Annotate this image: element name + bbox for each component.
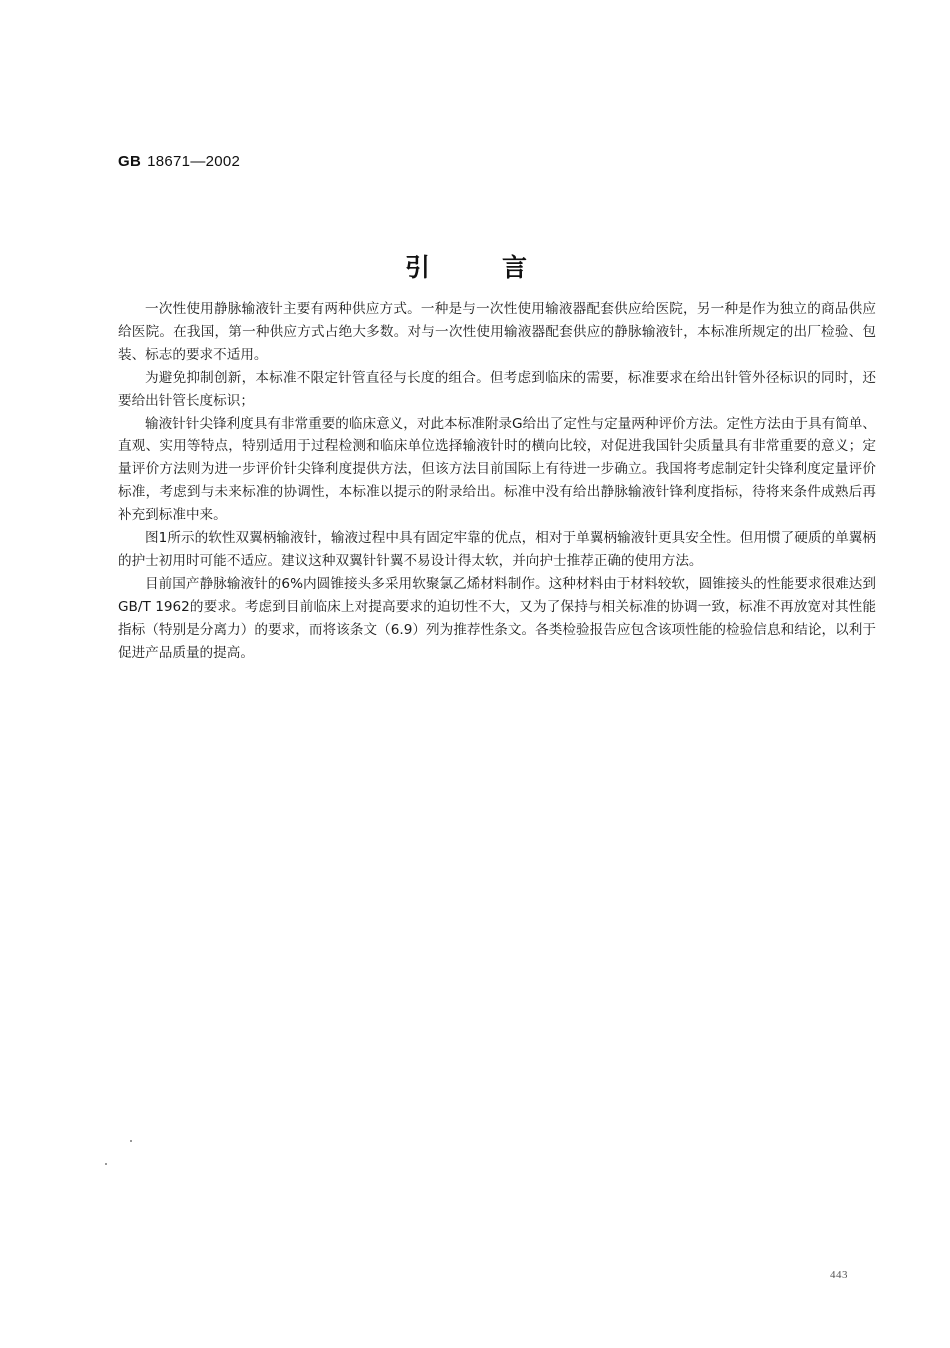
- paragraph-1: 一次性使用静脉输液针主要有两种供应方式。一种是与一次性使用输液器配套供应给医院，另一种是作为独立的商品供应给医院。在我国，第一种供应方式占绝大多数。对与一次性使用输液器配套供应的静脉输液针，本标准所规定的出厂检验、包装、标志的要求不适用。: [118, 301, 876, 363]
- page-number: 443: [830, 1269, 848, 1281]
- page-title: 引言: [404, 253, 599, 282]
- body-text: [118, 298, 876, 665]
- scan-speck: [130, 1140, 132, 1142]
- paragraph-4: 图1所示的软性双翼柄输液针，输液过程中具有固定牢靠的优点，相对于单翼柄输液针更具安全性。但用惯了硬质的单翼柄的护士初用时可能不适应。建议这种双翼针针翼不易设计得太软，并向护士推荐正确的使用方法。: [118, 530, 876, 569]
- standard-prefix: GB: [118, 153, 142, 170]
- standard-code: [118, 153, 240, 170]
- paragraph-5: 目前国产静脉输液针的6%内圆锥接头多采用软聚氯乙烯材料制作。这种材料由于材料较软，圆锥接头的性能要求很难达到GB/T 1962的要求。考虑到目前临床上对提高要求的迫切性不大，又为了保持与相关标准的协调一致，标准不再放宽对其性能指标（特别是分离力）的要求，而将该条文（6.9）列为推荐性条文。各类检验报告应包含该项性能的检验信息和结论，以利于促进产品质量的提高。: [118, 575, 876, 661]
- paragraph-2: 为避免抑制创新，本标准不限定针管直径与长度的组合。但考虑到临床的需要，标准要求在给出针管外径标识的同时，还要给出针管长度标识；: [118, 369, 876, 409]
- standard-number: 18671—2002: [147, 153, 241, 170]
- scan-speck: [105, 1163, 107, 1165]
- paragraph-3: 输液针针尖锋利度具有非常重要的临床意义，对此本标准附录G给出了定性与定量两种评价方法。定性方法由于具有简单、直观、实用等特点，特别适用于过程检测和临床单位选择输液针时的横向比较，对促进我国针尖质量具有非常重要的意义；定量评价方法则为进一步评价针尖锋利度提供方法，但该方法目前国际上有待进一步确立。我国将考虑制定针尖锋利度定量评价标准，考虑到与未来标准的协调性，本标准以提示的附录给出。标准中没有给出静脉输液针锋利度指标，待将来条件成熟后再补充到标准中来。: [118, 415, 876, 524]
